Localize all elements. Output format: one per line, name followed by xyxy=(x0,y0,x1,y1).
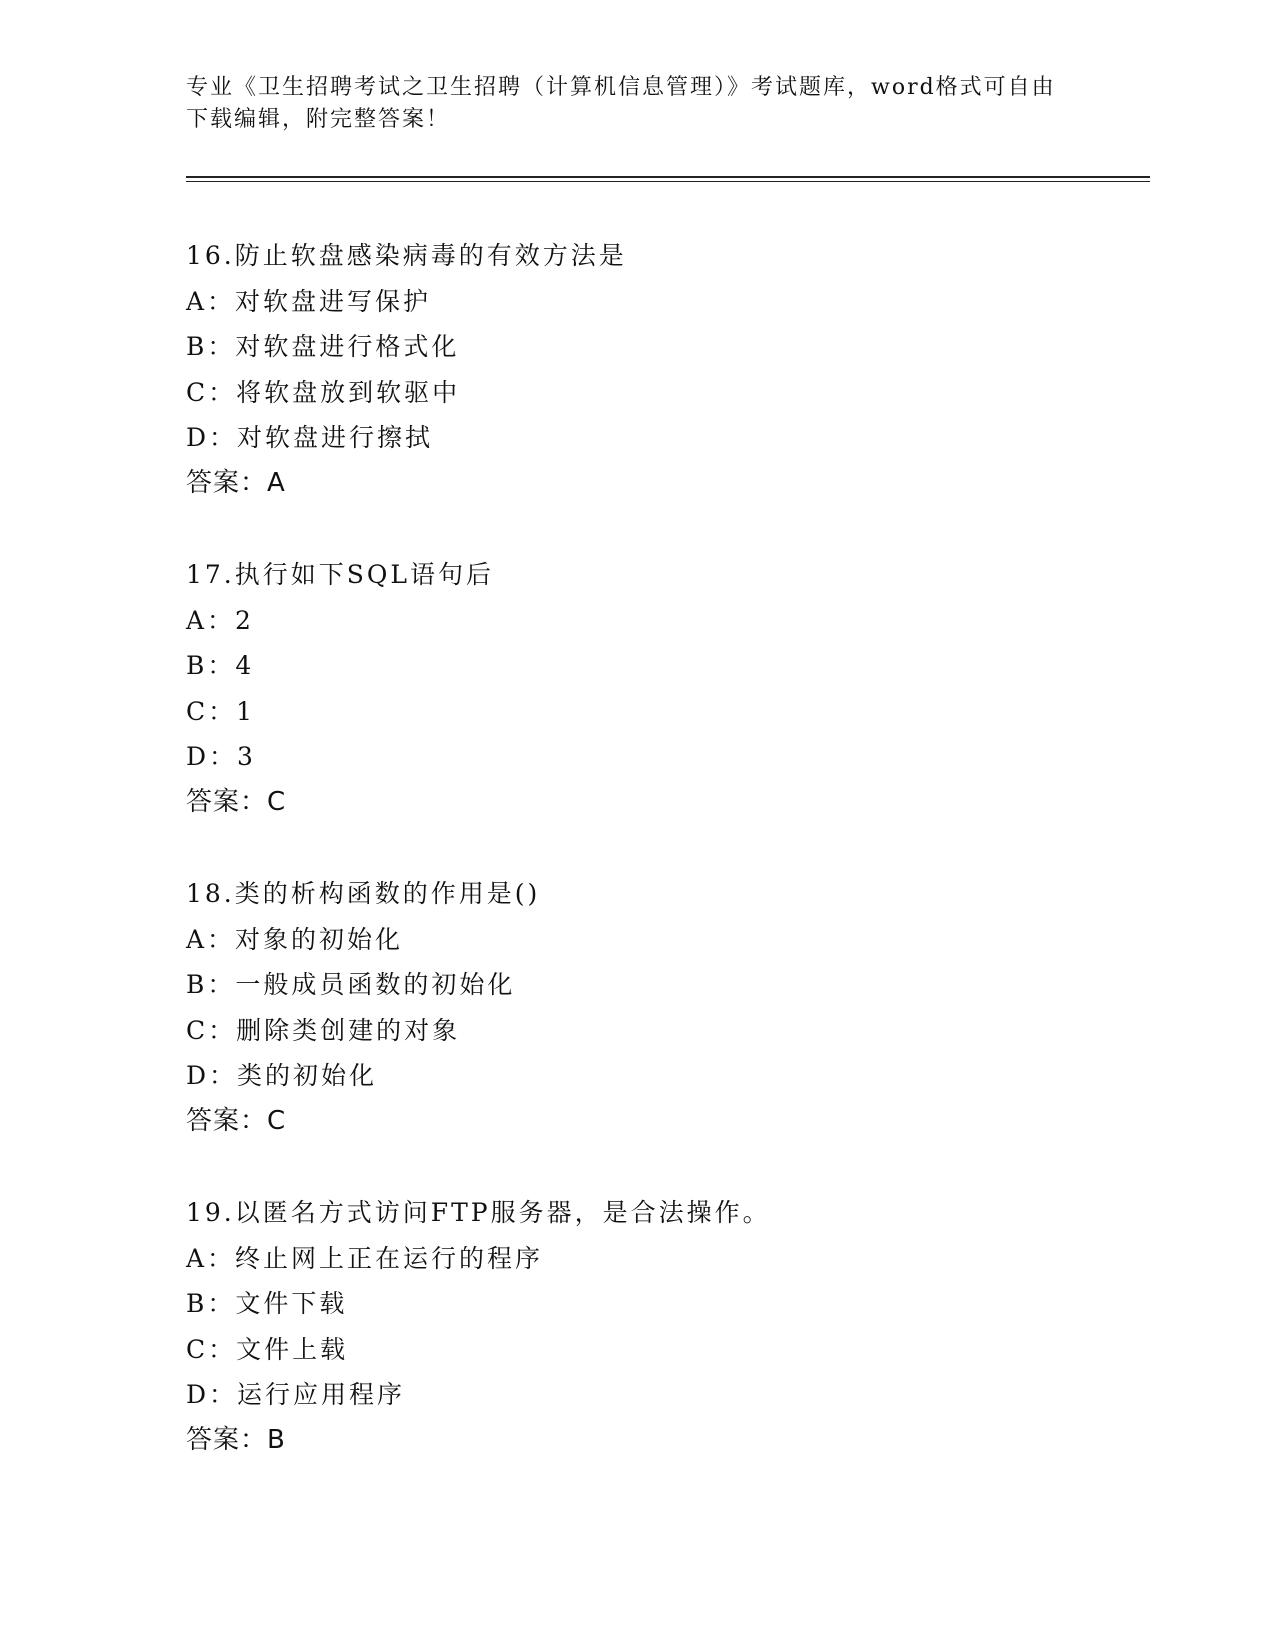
option-b: B：一般成员函数的初始化 xyxy=(186,970,516,999)
option-b: B：4 xyxy=(186,651,255,680)
option-c: C：文件上载 xyxy=(186,1334,349,1364)
answer: 答案：C xyxy=(186,786,287,817)
option-d: D：运行应用程序 xyxy=(186,1380,406,1409)
option-a: A：对软盘进写保护 xyxy=(186,286,432,316)
option-c: C：删除类创建的对象 xyxy=(186,1015,461,1045)
answer: 答案：A xyxy=(186,467,286,498)
option-c: C：将软盘放到软驱中 xyxy=(186,377,461,407)
option-b: B：文件下载 xyxy=(186,1289,348,1318)
option-d: D：3 xyxy=(186,742,256,771)
option-a: A：2 xyxy=(186,605,254,635)
question-title: 16.防止软盘感染病毒的有效方法是 xyxy=(186,241,627,270)
option-a: A：终止网上正在运行的程序 xyxy=(186,1243,544,1273)
option-c: C：1 xyxy=(186,696,256,726)
answer: 答案：C xyxy=(186,1105,287,1136)
header-rule-thin xyxy=(186,181,1150,182)
question-title: 17.执行如下SQL语句后 xyxy=(186,560,494,589)
document-header: 专业《卫生招聘考试之卫生招聘（计算机信息管理）》考试题库，word格式可自由下载编辑，附完整答案！ xyxy=(186,75,1056,132)
question-title: 19.以匿名方式访问FTP服务器，是合法操作。 xyxy=(186,1198,771,1227)
question-18 xyxy=(186,871,1146,1144)
answer: 答案：B xyxy=(186,1424,286,1455)
option-b: B：对软盘进行格式化 xyxy=(186,332,460,361)
question-19 xyxy=(186,1190,1146,1463)
header-rule-thick xyxy=(186,176,1150,178)
question-title: 18.类的析构函数的作用是() xyxy=(186,879,541,908)
option-d: D：类的初始化 xyxy=(186,1061,378,1090)
option-a: A：对象的初始化 xyxy=(186,924,404,954)
option-d: D：对软盘进行擦拭 xyxy=(186,423,434,452)
question-17 xyxy=(186,552,1146,825)
question-16 xyxy=(186,233,1146,506)
